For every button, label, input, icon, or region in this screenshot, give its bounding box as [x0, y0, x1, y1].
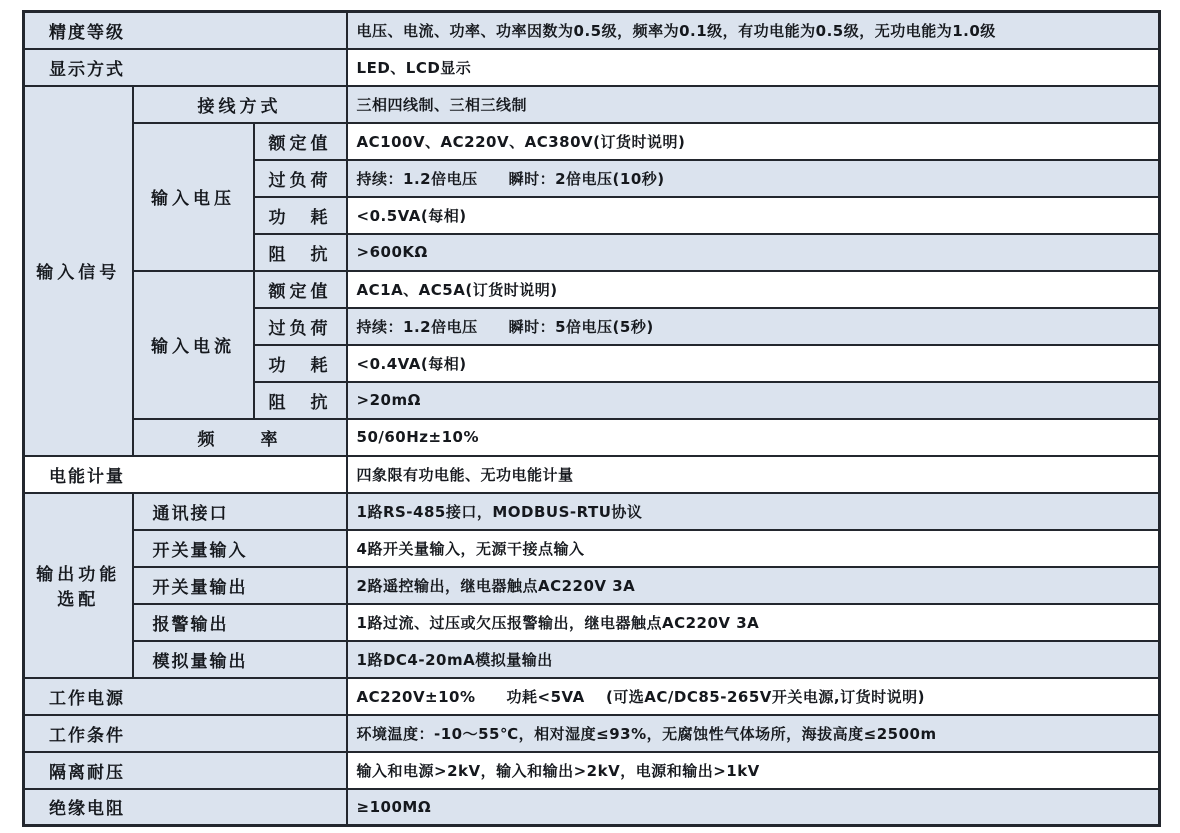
insulation-label: 绝缘电阻: [24, 789, 347, 826]
power-supply-label: 工作电源: [24, 678, 347, 715]
current-rated-value: AC1A、AC5A(订货时说明): [347, 271, 1160, 308]
withstand-label: 隔离耐压: [24, 752, 347, 789]
wiring-value: 三相四线制、三相三线制: [347, 86, 1160, 123]
row-frequency: [24, 419, 1160, 456]
current-overload-label: 过负荷: [254, 308, 347, 345]
current-power-value: <0.4VA(每相): [347, 345, 1160, 382]
row-withstand: [24, 752, 1160, 789]
display-value: LED、LCD显示: [347, 49, 1160, 86]
voltage-rated-label: 额定值: [254, 123, 347, 160]
analog-label: 模拟量输出: [133, 641, 347, 678]
power-supply-value: AC220V±10% 功耗<5VA (可选AC/DC85-265V开关电源,订货时说明): [347, 678, 1160, 715]
row-di: [24, 530, 1160, 567]
energy-label: 电能计量: [24, 456, 347, 493]
row-accuracy: [24, 12, 1160, 49]
current-overload-value: 持续：1.2倍电压 瞬时：5倍电压(5秒): [347, 308, 1160, 345]
comm-value: 1路RS-485接口，MODBUS-RTU协议: [347, 493, 1160, 530]
row-wiring: [24, 86, 1160, 123]
alarm-label: 报警输出: [133, 604, 347, 641]
row-power-supply: [24, 678, 1160, 715]
voltage-impedance-label: 阻 抗: [254, 234, 347, 271]
voltage-power-value: <0.5VA(每相): [347, 197, 1160, 234]
comm-label: 通讯接口: [133, 493, 347, 530]
conditions-value: 环境温度：-10～55℃，相对湿度≤93%，无腐蚀性气体场所，海拔高度≤2500m: [347, 715, 1160, 752]
conditions-label: 工作条件: [24, 715, 347, 752]
do-label: 开关量输出: [133, 567, 347, 604]
frequency-label: 频 率: [133, 419, 347, 456]
voltage-overload-value: 持续：1.2倍电压 瞬时：2倍电压(10秒): [347, 160, 1160, 197]
row-energy: [24, 456, 1160, 493]
row-do: [24, 567, 1160, 604]
spec-table: [22, 10, 1161, 827]
output-group-label: 输出功能选配: [24, 493, 133, 678]
input-voltage-group-label: 输入电压: [133, 123, 254, 271]
voltage-overload-label: 过负荷: [254, 160, 347, 197]
analog-value: 1路DC4-20mA模拟量输出: [347, 641, 1160, 678]
current-power-label: 功 耗: [254, 345, 347, 382]
insulation-value: ≥100MΩ: [347, 789, 1160, 826]
row-voltage-rated: [24, 123, 1160, 160]
di-label: 开关量输入: [133, 530, 347, 567]
do-value: 2路遥控输出，继电器触点AC220V 3A: [347, 567, 1160, 604]
row-comm: [24, 493, 1160, 530]
voltage-impedance-value: >600KΩ: [347, 234, 1160, 271]
wiring-label: 接线方式: [133, 86, 347, 123]
frequency-value: 50/60Hz±10%: [347, 419, 1160, 456]
accuracy-label: 精度等级: [24, 12, 347, 49]
current-impedance-value: >20mΩ: [347, 382, 1160, 419]
voltage-rated-value: AC100V、AC220V、AC380V(订货时说明): [347, 123, 1160, 160]
input-signal-group-label: 输入信号: [24, 86, 133, 456]
row-insulation: [24, 789, 1160, 826]
row-current-rated: [24, 271, 1160, 308]
display-label: 显示方式: [24, 49, 347, 86]
withstand-value: 输入和电源>2kV，输入和输出>2kV，电源和输出>1kV: [347, 752, 1160, 789]
di-value: 4路开关量输入，无源干接点输入: [347, 530, 1160, 567]
current-impedance-label: 阻 抗: [254, 382, 347, 419]
row-conditions: [24, 715, 1160, 752]
alarm-value: 1路过流、过压或欠压报警输出，继电器触点AC220V 3A: [347, 604, 1160, 641]
energy-value: 四象限有功电能、无功电能计量: [347, 456, 1160, 493]
row-analog: [24, 641, 1160, 678]
accuracy-value: 电压、电流、功率、功率因数为0.5级，频率为0.1级，有功电能为0.5级，无功电能为1.0级: [347, 12, 1160, 49]
input-current-group-label: 输入电流: [133, 271, 254, 419]
voltage-power-label: 功 耗: [254, 197, 347, 234]
current-rated-label: 额定值: [254, 271, 347, 308]
row-display: [24, 49, 1160, 86]
row-alarm: [24, 604, 1160, 641]
